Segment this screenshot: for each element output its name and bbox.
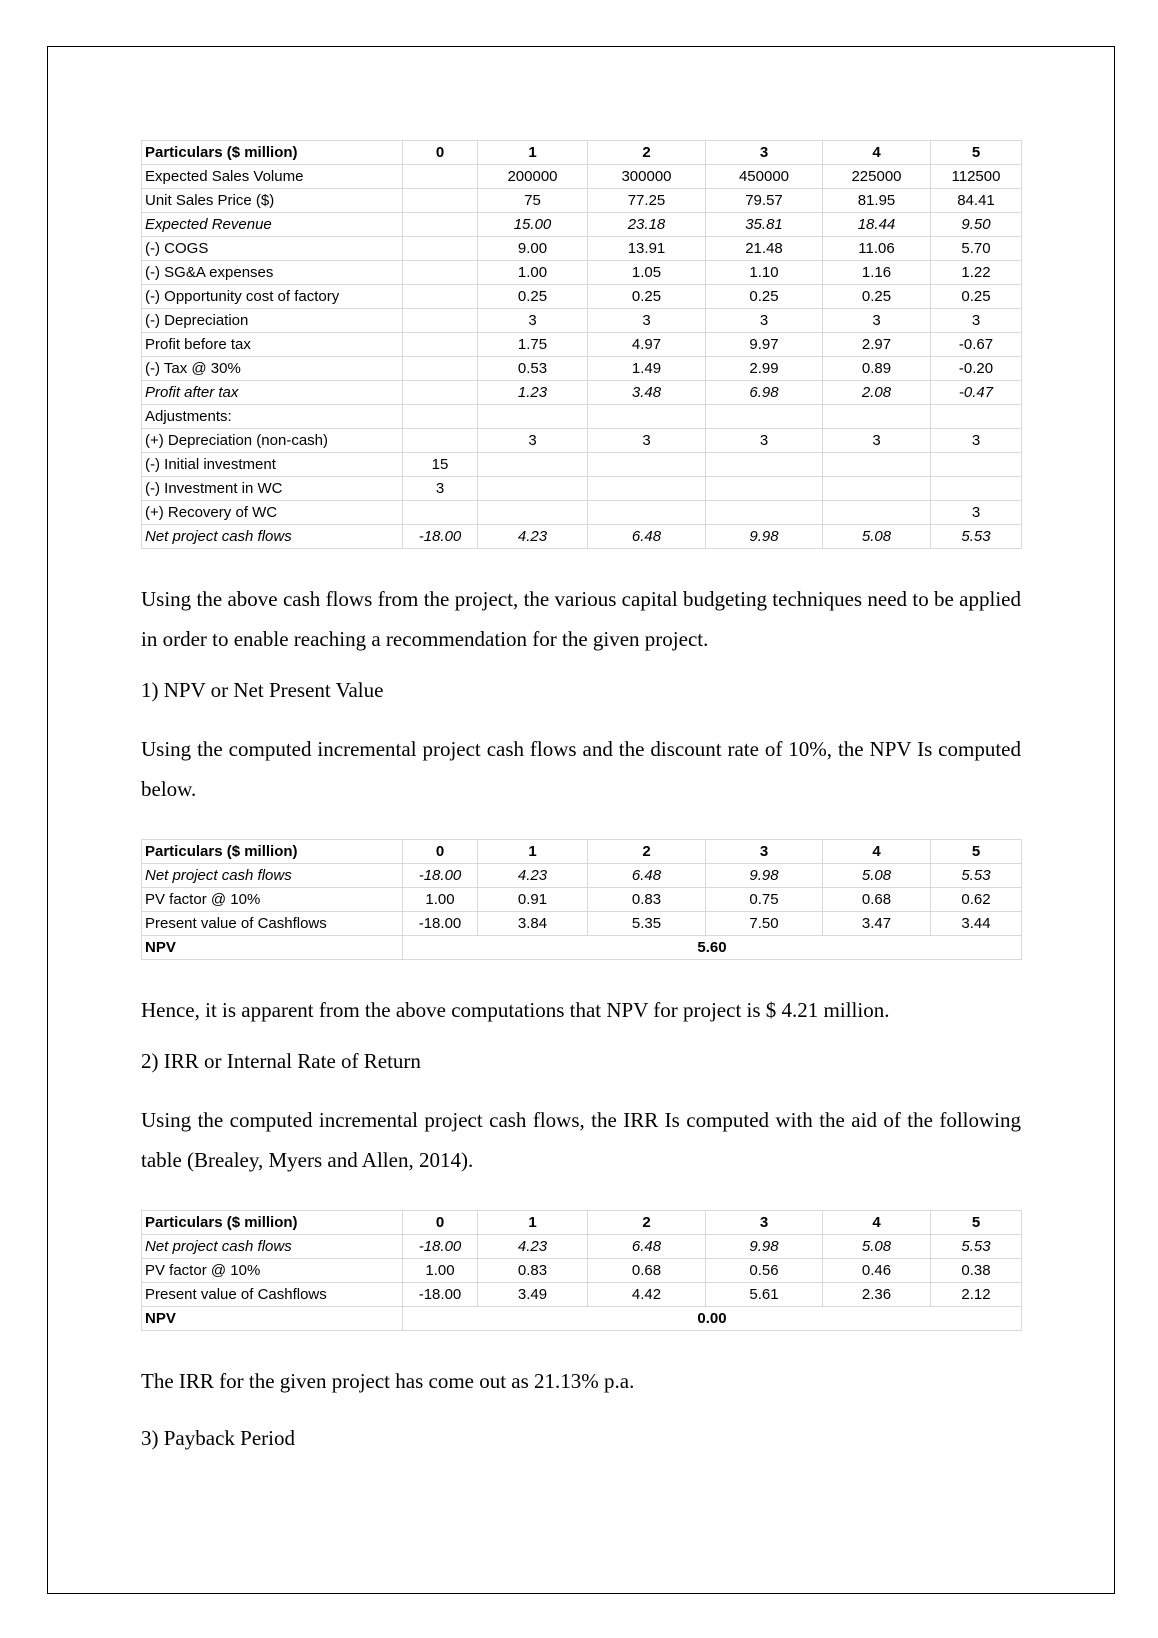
table-cell: 3 xyxy=(931,309,1022,333)
table-cell: 75 xyxy=(478,189,588,213)
table-cell: 2.99 xyxy=(706,357,823,381)
table-row xyxy=(142,165,1022,189)
npv-label: NPV xyxy=(142,936,403,960)
table-header-cell: 2 xyxy=(588,1211,706,1235)
table-header-cell: 3 xyxy=(706,840,823,864)
table-cell: 1.10 xyxy=(706,261,823,285)
section-heading-npv: 1) NPV or Net Present Value xyxy=(141,678,384,702)
table-cell: 3 xyxy=(588,309,706,333)
paragraph: The IRR for the given project has come out as 21.13% p.a. xyxy=(141,1369,635,1393)
table-cell: 3.47 xyxy=(823,912,931,936)
table-cell: 3 xyxy=(823,309,931,333)
table-cell xyxy=(478,477,588,501)
table-cell: 3 xyxy=(588,429,706,453)
table-cell: 3 xyxy=(706,429,823,453)
table-cell: 3 xyxy=(478,429,588,453)
table-cell: 4.23 xyxy=(478,864,588,888)
table-cell: 0.25 xyxy=(588,285,706,309)
table-cell xyxy=(706,477,823,501)
table-cell: 2.97 xyxy=(823,333,931,357)
table-cell: 0.62 xyxy=(931,888,1022,912)
table-cell: 2.12 xyxy=(931,1283,1022,1307)
row-label: Unit Sales Price ($) xyxy=(142,189,403,213)
table-cell: 5.53 xyxy=(931,525,1022,549)
table-cell: 21.48 xyxy=(706,237,823,261)
npv-row xyxy=(142,1307,1022,1331)
table-row xyxy=(142,309,1022,333)
table-cell: 35.81 xyxy=(706,213,823,237)
table-row xyxy=(142,285,1022,309)
table-cell: 81.95 xyxy=(823,189,931,213)
table-cell: 0.91 xyxy=(478,888,588,912)
table-cell: 9.98 xyxy=(706,1235,823,1259)
table-header-cell: 4 xyxy=(823,141,931,165)
table-cell: 3 xyxy=(403,477,478,501)
paragraph: Using the computed incremental project cash flows, the IRR Is computed with the aid of the following table (Brealey, Myers and Allen, 2014). xyxy=(141,1108,1021,1172)
table-cell: 1.22 xyxy=(931,261,1022,285)
table-header-row xyxy=(142,840,1022,864)
table-cell xyxy=(588,477,706,501)
table-cell xyxy=(403,237,478,261)
row-label: Net project cash flows xyxy=(142,864,403,888)
table-cell: 3 xyxy=(931,429,1022,453)
table-cell xyxy=(478,405,588,429)
table-cell: 1.75 xyxy=(478,333,588,357)
paragraph: Hence, it is apparent from the above computations that NPV for project is $ 4.21 million. xyxy=(141,998,890,1022)
table-cell: 0.38 xyxy=(931,1259,1022,1283)
table-cell: 112500 xyxy=(931,165,1022,189)
table-cell: -18.00 xyxy=(403,912,478,936)
row-label: Expected Revenue xyxy=(142,213,403,237)
table-cell: 1.05 xyxy=(588,261,706,285)
table-cell: -0.47 xyxy=(931,381,1022,405)
table-cell: 9.98 xyxy=(706,864,823,888)
table-cell: 79.57 xyxy=(706,189,823,213)
table-header-cell: 4 xyxy=(823,840,931,864)
table-cell xyxy=(588,405,706,429)
table-cell: 9.50 xyxy=(931,213,1022,237)
table-cell: 77.25 xyxy=(588,189,706,213)
table-cell: 5.08 xyxy=(823,1235,931,1259)
table-cell: 9.98 xyxy=(706,525,823,549)
table-cell: 1.00 xyxy=(478,261,588,285)
table-cell xyxy=(403,309,478,333)
table-cell: 13.91 xyxy=(588,237,706,261)
table-cell xyxy=(403,501,478,525)
paragraph: Using the above cash flows from the project, the various capital budgeting techniques need to be applied in order to enable reaching a recommendation for the given project. xyxy=(141,587,1021,651)
table-cell: 3.49 xyxy=(478,1283,588,1307)
table-row xyxy=(142,1235,1022,1259)
table-cell xyxy=(931,477,1022,501)
table-cell: 15 xyxy=(403,453,478,477)
table-cell xyxy=(403,405,478,429)
table-cell: 1.23 xyxy=(478,381,588,405)
table-cell: -18.00 xyxy=(403,525,478,549)
row-label: (-) Investment in WC xyxy=(142,477,403,501)
table-header-cell: 2 xyxy=(588,840,706,864)
row-label: (-) Initial investment xyxy=(142,453,403,477)
table-row xyxy=(142,1259,1022,1283)
row-label: Present value of Cashflows xyxy=(142,1283,403,1307)
table-cell: -0.67 xyxy=(931,333,1022,357)
table-cell: 3.84 xyxy=(478,912,588,936)
document-content xyxy=(141,140,1021,1453)
table-header-cell: Particulars ($ million) xyxy=(142,840,403,864)
table-cell: 0.46 xyxy=(823,1259,931,1283)
table-cell: 3.44 xyxy=(931,912,1022,936)
table-cell: 9.00 xyxy=(478,237,588,261)
table-cell: 0.25 xyxy=(478,285,588,309)
table-cell: 2.08 xyxy=(823,381,931,405)
table-cell xyxy=(403,285,478,309)
table-cell: -18.00 xyxy=(403,1235,478,1259)
irr-table xyxy=(141,1210,1022,1331)
npv-value: 0.00 xyxy=(403,1307,1022,1331)
table-row xyxy=(142,864,1022,888)
row-label: Profit after tax xyxy=(142,381,403,405)
table-cell xyxy=(478,501,588,525)
table-cell: -18.00 xyxy=(403,864,478,888)
table-cell xyxy=(478,453,588,477)
row-label: Net project cash flows xyxy=(142,1235,403,1259)
table-cell: 0.89 xyxy=(823,357,931,381)
table-cell xyxy=(706,405,823,429)
table-cell xyxy=(403,333,478,357)
table-header-cell: 3 xyxy=(706,1211,823,1235)
table-header-cell: 5 xyxy=(931,1211,1022,1235)
table-cell: 18.44 xyxy=(823,213,931,237)
row-label: PV factor @ 10% xyxy=(142,888,403,912)
table-cell: 4.97 xyxy=(588,333,706,357)
table-cell: 7.50 xyxy=(706,912,823,936)
table-header-cell: 4 xyxy=(823,1211,931,1235)
table-cell: 0.53 xyxy=(478,357,588,381)
table-cell: 1.00 xyxy=(403,1259,478,1283)
table-cell: 2.36 xyxy=(823,1283,931,1307)
table-row xyxy=(142,525,1022,549)
table-cell: -0.20 xyxy=(931,357,1022,381)
table-cell: 450000 xyxy=(706,165,823,189)
table-cell: 0.25 xyxy=(931,285,1022,309)
table-cell: 0.25 xyxy=(823,285,931,309)
table-cell: 3 xyxy=(706,309,823,333)
table-header-row xyxy=(142,141,1022,165)
table-row xyxy=(142,405,1022,429)
table-cell: 5.53 xyxy=(931,1235,1022,1259)
table-row xyxy=(142,477,1022,501)
table-header-cell: 1 xyxy=(478,840,588,864)
table-cell: 9.97 xyxy=(706,333,823,357)
table-cell: 5.08 xyxy=(823,864,931,888)
npv-value: 5.60 xyxy=(403,936,1022,960)
table-cell xyxy=(403,429,478,453)
table-cell xyxy=(706,453,823,477)
table-cell xyxy=(931,405,1022,429)
table-cell: 5.61 xyxy=(706,1283,823,1307)
row-label: Net project cash flows xyxy=(142,525,403,549)
row-label: (-) COGS xyxy=(142,237,403,261)
table-cell xyxy=(403,261,478,285)
table-cell: 3 xyxy=(478,309,588,333)
table-cell: 11.06 xyxy=(823,237,931,261)
table-header-cell: Particulars ($ million) xyxy=(142,1211,403,1235)
table-cell: 0.68 xyxy=(588,1259,706,1283)
row-label: Expected Sales Volume xyxy=(142,165,403,189)
table-row xyxy=(142,381,1022,405)
npv-table xyxy=(141,839,1022,960)
table-cell: 6.48 xyxy=(588,1235,706,1259)
table-header-cell: 0 xyxy=(403,840,478,864)
table-cell xyxy=(823,477,931,501)
row-label: Present value of Cashflows xyxy=(142,912,403,936)
table-header-cell: 3 xyxy=(706,141,823,165)
table-cell xyxy=(403,165,478,189)
table-row xyxy=(142,189,1022,213)
table-cell: 84.41 xyxy=(931,189,1022,213)
table-cell xyxy=(823,501,931,525)
row-label: (-) SG&A expenses xyxy=(142,261,403,285)
table-cell: 6.48 xyxy=(588,864,706,888)
table-row xyxy=(142,213,1022,237)
table-cell: 4.23 xyxy=(478,1235,588,1259)
table-row xyxy=(142,912,1022,936)
paragraph: Using the computed incremental project cash flows and the discount rate of 10%, the NPV Is computed below. xyxy=(141,737,1021,801)
npv-label: NPV xyxy=(142,1307,403,1331)
table-cell: 6.98 xyxy=(706,381,823,405)
table-header-row xyxy=(142,1211,1022,1235)
cash-flow-table xyxy=(141,140,1022,549)
row-label: PV factor @ 10% xyxy=(142,1259,403,1283)
row-label: (-) Opportunity cost of factory xyxy=(142,285,403,309)
table-row xyxy=(142,1283,1022,1307)
table-cell: 225000 xyxy=(823,165,931,189)
table-cell: 0.83 xyxy=(478,1259,588,1283)
table-cell: -18.00 xyxy=(403,1283,478,1307)
table-header-cell: 0 xyxy=(403,141,478,165)
table-cell: 200000 xyxy=(478,165,588,189)
table-row xyxy=(142,429,1022,453)
table-row xyxy=(142,888,1022,912)
table-cell xyxy=(706,501,823,525)
row-label: (+) Recovery of WC xyxy=(142,501,403,525)
table-row xyxy=(142,333,1022,357)
table-cell: 0.75 xyxy=(706,888,823,912)
table-cell xyxy=(931,453,1022,477)
table-cell: 5.70 xyxy=(931,237,1022,261)
table-cell: 0.68 xyxy=(823,888,931,912)
table-cell xyxy=(823,405,931,429)
table-cell xyxy=(403,213,478,237)
table-row xyxy=(142,453,1022,477)
table-cell: 5.08 xyxy=(823,525,931,549)
row-label: Adjustments: xyxy=(142,405,403,429)
table-header-cell: 5 xyxy=(931,840,1022,864)
table-cell: 0.56 xyxy=(706,1259,823,1283)
table-header-cell: 5 xyxy=(931,141,1022,165)
row-label: (+) Depreciation (non-cash) xyxy=(142,429,403,453)
section-heading-payback: 3) Payback Period xyxy=(141,1426,295,1450)
table-cell: 1.00 xyxy=(403,888,478,912)
table-row xyxy=(142,261,1022,285)
table-cell: 23.18 xyxy=(588,213,706,237)
table-row xyxy=(142,357,1022,381)
table-cell xyxy=(588,501,706,525)
table-row xyxy=(142,237,1022,261)
table-cell: 4.42 xyxy=(588,1283,706,1307)
npv-row xyxy=(142,936,1022,960)
table-header-cell: 1 xyxy=(478,1211,588,1235)
table-cell xyxy=(403,357,478,381)
table-cell xyxy=(588,453,706,477)
table-cell: 3 xyxy=(931,501,1022,525)
table-cell: 5.53 xyxy=(931,864,1022,888)
table-cell: 6.48 xyxy=(588,525,706,549)
table-cell: 3.48 xyxy=(588,381,706,405)
table-header-cell: 1 xyxy=(478,141,588,165)
table-cell: 3 xyxy=(823,429,931,453)
table-cell: 0.25 xyxy=(706,285,823,309)
section-heading-irr: 2) IRR or Internal Rate of Return xyxy=(141,1049,421,1073)
table-cell: 4.23 xyxy=(478,525,588,549)
table-header-cell: Particulars ($ million) xyxy=(142,141,403,165)
row-label: Profit before tax xyxy=(142,333,403,357)
row-label: (-) Depreciation xyxy=(142,309,403,333)
table-cell: 0.83 xyxy=(588,888,706,912)
table-cell: 1.49 xyxy=(588,357,706,381)
table-cell xyxy=(823,453,931,477)
table-header-cell: 0 xyxy=(403,1211,478,1235)
row-label: (-) Tax @ 30% xyxy=(142,357,403,381)
table-row xyxy=(142,501,1022,525)
table-header-cell: 2 xyxy=(588,141,706,165)
table-cell xyxy=(403,189,478,213)
table-cell: 300000 xyxy=(588,165,706,189)
table-cell xyxy=(403,381,478,405)
table-cell: 15.00 xyxy=(478,213,588,237)
table-cell: 5.35 xyxy=(588,912,706,936)
table-cell: 1.16 xyxy=(823,261,931,285)
